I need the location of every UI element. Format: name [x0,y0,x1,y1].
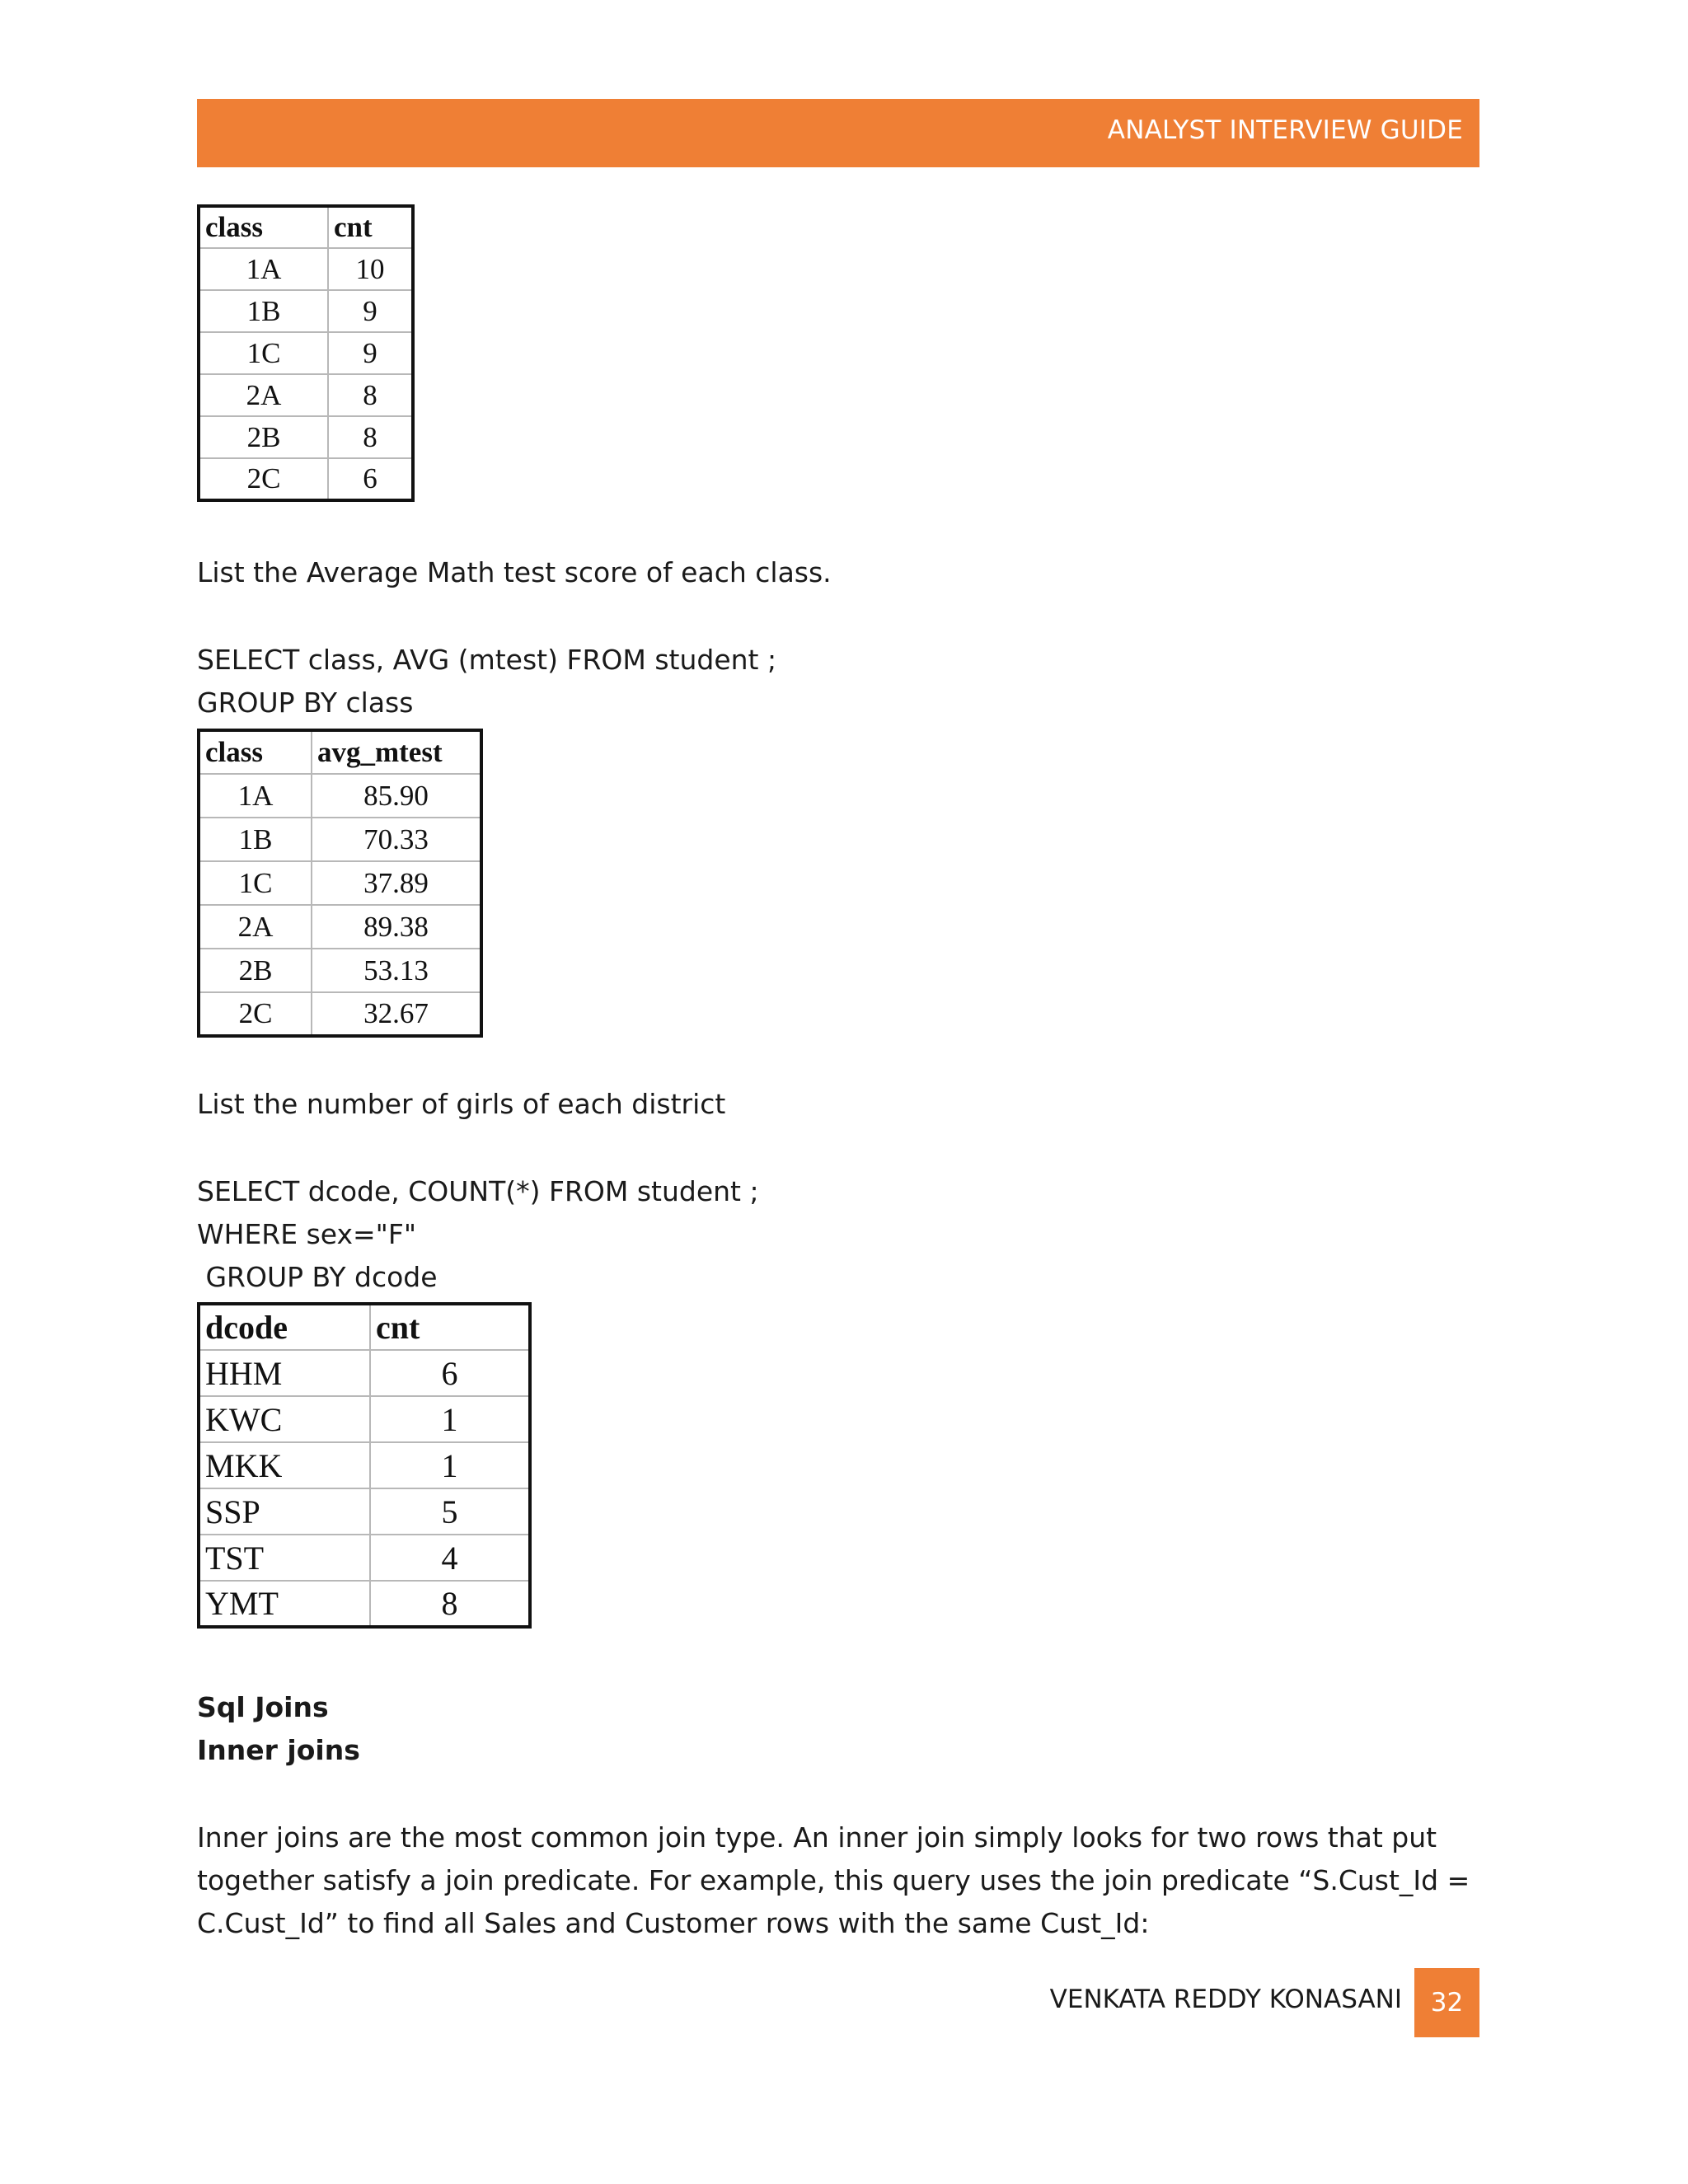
table-cell: 8 [328,374,413,416]
table-cell: 1 [370,1396,530,1442]
table-cell: 6 [328,458,413,500]
section-heading: Sql Joins [197,1691,329,1723]
table-row [199,332,413,374]
table-cell: 2A [199,374,328,416]
subsection-heading: Inner joins [197,1734,360,1766]
table-cell: 70.33 [312,818,481,861]
table-cell: 1A [199,774,312,818]
table-cell: TST [199,1535,370,1581]
table-row [199,992,481,1036]
sql-line: SELECT dcode, COUNT(*) FROM student ; [197,1175,759,1207]
table-cell: 2B [199,416,328,458]
table-row [199,818,481,861]
column-header: cnt [370,1304,530,1350]
column-header: class [199,730,312,774]
table-row [199,1488,530,1535]
table-cell: 1C [199,332,328,374]
class-count-table [197,204,415,502]
table-row [199,416,413,458]
table-row [199,905,481,949]
district-count-table [197,1302,532,1629]
table-cell: 32.67 [312,992,481,1036]
table-row [199,374,413,416]
sql-line: GROUP BY dcode [197,1261,438,1293]
table-row [199,248,413,290]
table-cell: 1A [199,248,328,290]
table-row [199,1535,530,1581]
table-cell: MKK [199,1442,370,1488]
table-row [199,1581,530,1627]
table-cell: 37.89 [312,861,481,905]
table-cell: 2C [199,992,312,1036]
sql-line: SELECT class, AVG (mtest) FROM student ; [197,644,777,676]
table-row [199,949,481,992]
table-row [199,1442,530,1488]
body-text-line: C.Cust_Id” to find all Sales and Customer rows with the same Cust_Id: [197,1907,1150,1939]
class-average-table [197,729,483,1038]
table-cell: 1C [199,861,312,905]
page-number: 32 [1414,1968,1479,2037]
table-row [199,1396,530,1442]
table-cell: 2B [199,949,312,992]
table-cell: 8 [370,1581,530,1627]
table-cell: 2A [199,905,312,949]
table-cell: 89.38 [312,905,481,949]
table-row [199,290,413,332]
table-cell: YMT [199,1581,370,1627]
body-text-line: Inner joins are the most common join type. An inner join simply looks for two rows that put [197,1821,1437,1854]
sql-line: WHERE sex="F" [197,1218,416,1250]
paragraph-average-math: List the Average Math test score of each class. [197,556,832,588]
column-header: cnt [328,206,413,248]
table-cell: 9 [328,290,413,332]
header-title: ANALYST INTERVIEW GUIDE [1107,115,1463,145]
table-row [199,861,481,905]
table-cell: 2C [199,458,328,500]
table-cell: KWC [199,1396,370,1442]
column-header: dcode [199,1304,370,1350]
table-cell: 4 [370,1535,530,1581]
header-bar [197,99,1479,167]
table-cell: 1B [199,818,312,861]
table-cell: 6 [370,1350,530,1396]
paragraph-girls-district: List the number of girls of each district [197,1088,726,1120]
table-cell: 8 [328,416,413,458]
table-cell: 9 [328,332,413,374]
column-header: avg_mtest [312,730,481,774]
table-row [199,458,413,500]
table-header-row [199,206,413,248]
table-row [199,1350,530,1396]
table-cell: 5 [370,1488,530,1535]
table-cell: 53.13 [312,949,481,992]
table-cell: 1 [370,1442,530,1488]
column-header: class [199,206,328,248]
sql-line: GROUP BY class [197,687,414,719]
table-cell: 1B [199,290,328,332]
table-cell: 10 [328,248,413,290]
table-cell: HHM [199,1350,370,1396]
table-cell: SSP [199,1488,370,1535]
body-text-line: together satisfy a join predicate. For example, this query uses the join predicate “S.Cust_Id = [197,1864,1470,1896]
table-cell: 85.90 [312,774,481,818]
table-row [199,774,481,818]
table-header-row [199,730,481,774]
table-header-row [199,1304,530,1350]
footer-author: VENKATA REDDY KONASANI [1049,1985,1402,2014]
